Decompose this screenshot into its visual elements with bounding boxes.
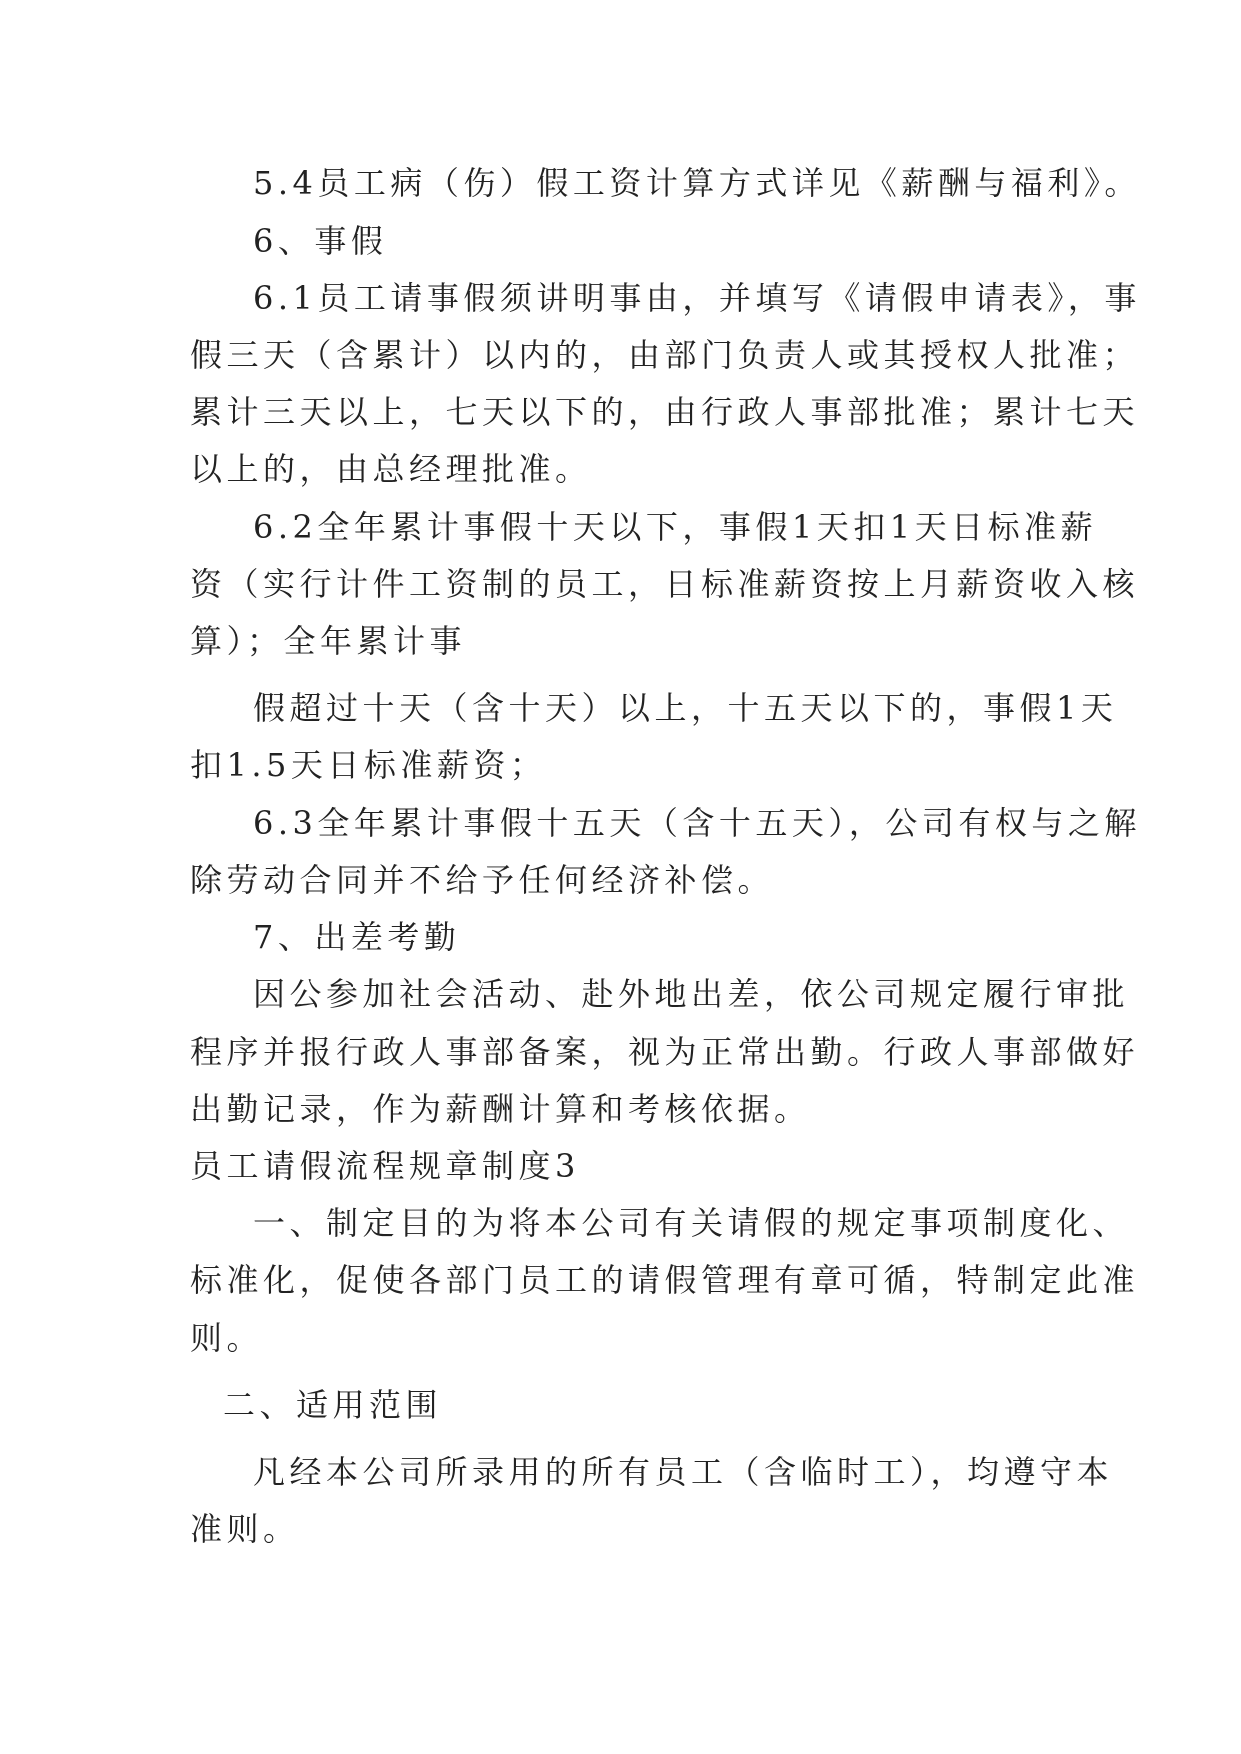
paragraph-line: 6.3全年累计事假十五天（含十五天），公司有权与之解 xyxy=(253,804,1141,842)
section-heading: 6、事假 xyxy=(253,222,388,260)
paragraph-line: 则。 xyxy=(190,1319,264,1357)
paragraph-line: 资（实行计件工资制的员工，日标准薪资按上月薪资收入核 xyxy=(190,565,1140,603)
paragraph-line: 扣1.5天日标准薪资； xyxy=(190,746,547,784)
paragraph-line: 以上的，由总经理批准。 xyxy=(190,450,592,488)
paragraph-line: 6.2全年累计事假十天以下，事假1天扣1天日标准薪 xyxy=(253,508,1098,546)
paragraph-line: 累计三天以上，七天以下的，由行政人事部批准；累计七天 xyxy=(190,393,1140,431)
paragraph-line: 标准化，促使各部门员工的请假管理有章可循，特制定此准 xyxy=(190,1261,1140,1299)
paragraph-line: 凡经本公司所录用的所有员工（含临时工），均遵守本 xyxy=(253,1453,1114,1491)
section-heading: 二、适用范围 xyxy=(223,1386,443,1424)
paragraph-line: 算）；全年累计事 xyxy=(190,622,467,660)
paragraph-line: 出勤记录，作为薪酬计算和考核依据。 xyxy=(190,1090,811,1128)
paragraph-line: 一、制定目的为将本公司有关请假的规定事项制度化、 xyxy=(253,1204,1130,1242)
paragraph-line: 6.1员工请事假须讲明事由，并填写《请假申请表》，事 xyxy=(253,279,1141,317)
paragraph-line: 5.4员工病（伤）假工资计算方式详见《薪酬与福利》。 xyxy=(253,164,1141,202)
section-heading: 7、出差考勤 xyxy=(253,918,461,956)
paragraph-line: 准则。 xyxy=(190,1510,300,1548)
paragraph-line: 假超过十天（含十天）以上，十五天以下的，事假1天 xyxy=(253,689,1118,727)
paragraph-line: 程序并报行政人事部备案，视为正常出勤。行政人事部做好 xyxy=(190,1033,1140,1071)
document-title: 员工请假流程规章制度3 xyxy=(190,1147,580,1185)
paragraph-line: 除劳动合同并不给予任何经济补偿。 xyxy=(190,861,775,899)
paragraph-line: 假三天（含累计）以内的，由部门负责人或其授权人批准； xyxy=(190,336,1140,374)
paragraph-line: 因公参加社会活动、赴外地出差，依公司规定履行审批 xyxy=(253,975,1130,1013)
